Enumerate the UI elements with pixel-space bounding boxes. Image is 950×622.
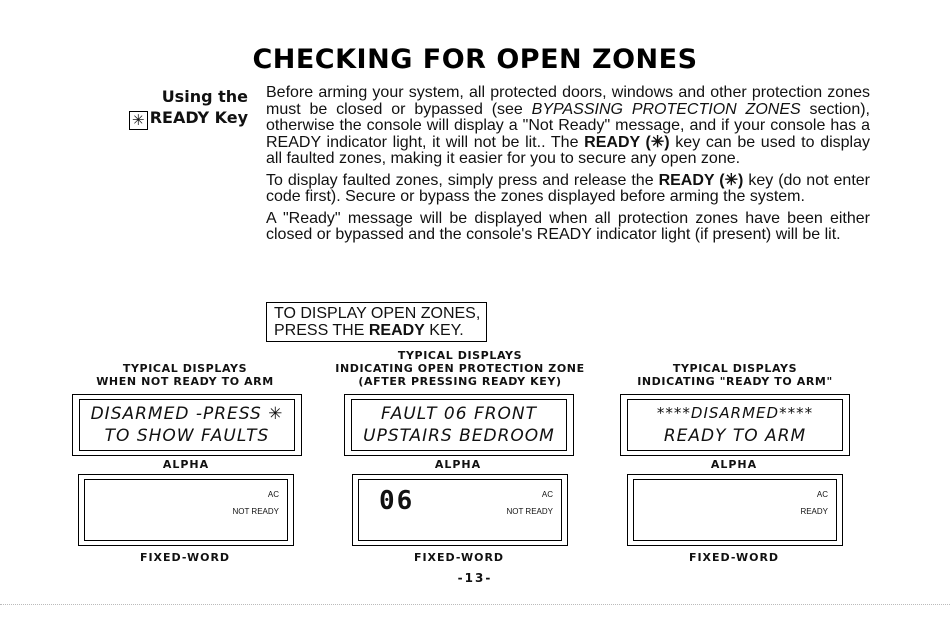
paragraph-3: A "Ready" message will be displayed when all protection zones have been either closed or bypassed and the console's READY indicator light (if present) will be lit. [266, 209, 870, 243]
column-1-alpha-display [72, 394, 302, 456]
ready-key-icon: ✳ [129, 111, 148, 130]
column-3-alpha-screen [627, 399, 843, 451]
callout-line2-b: KEY. [424, 322, 464, 339]
column-1-heading [75, 362, 295, 388]
page-title: CHECKING FOR OPEN ZONES [252, 44, 698, 75]
column-1-fixed-display [78, 474, 294, 546]
column-2-heading-line3: (AFTER PRESSING READY KEY) [358, 375, 562, 388]
column-2-ac-indicator: AC [541, 490, 553, 499]
scan-divider [0, 604, 950, 605]
column-1-heading-line1: TYPICAL DISPLAYS [122, 362, 248, 375]
page-number: -13- [457, 571, 493, 585]
p1-ready-key: READY (✳) [584, 133, 670, 151]
callout-line1: TO DISPLAY OPEN ZONES, [274, 305, 481, 322]
column-2-fixed-display [352, 474, 568, 546]
column-3-heading-line2: INDICATING "READY TO ARM" [637, 375, 833, 388]
side-heading-line2 [100, 107, 248, 130]
column-2-zone-number: 06 [379, 486, 415, 516]
column-2-alpha-line1: FAULT 06 FRONT [380, 404, 538, 424]
column-1-heading-line2: WHEN NOT READY TO ARM [96, 375, 274, 388]
p2-text-a: To display faulted zones, simply press and release the [266, 171, 659, 189]
p2-text-b: key (do not enter code first). Secure or bypass the zones displayed before arming the system. [266, 171, 870, 205]
column-1-alpha-line1: DISARMED -PRESS ✳ [90, 404, 284, 424]
callout-ready-key: READY [368, 322, 425, 339]
column-1-fixed-label: FIXED-WORD [139, 551, 231, 564]
p1-reference: BYPASSING PROTECTION ZONES [531, 100, 801, 118]
side-heading-line2-text: READY Key [149, 108, 248, 127]
p2-ready-key: READY (✳) [658, 171, 744, 189]
column-3-heading [615, 362, 855, 388]
column-1-alpha-screen [79, 399, 295, 451]
column-2-heading-line2: INDICATING OPEN PROTECTION ZONE [335, 362, 585, 375]
column-3-status-indicator: READY [800, 507, 828, 516]
column-2-status-indicator: NOT READY [506, 507, 553, 516]
column-3-alpha-line2: READY TO ARM [663, 426, 807, 446]
column-3-fixed-display [627, 474, 843, 546]
side-heading-line1: Using the [161, 87, 248, 106]
body-text [266, 85, 870, 249]
side-heading [100, 86, 248, 130]
p1-text-a: Before arming your system, all protected doors, windows and other protection zones must be closed or bypassed (see [266, 84, 870, 118]
column-1-ac-indicator: AC [267, 490, 279, 499]
column-2-alpha-display [344, 394, 574, 456]
column-2-fixed-label: FIXED-WORD [413, 551, 505, 564]
column-1-status-indicator: NOT READY [232, 507, 279, 516]
column-3-ac-indicator: AC [816, 490, 828, 499]
callout-line2 [274, 322, 486, 339]
p1-text-c: key can be used to display all faulted zones, making it easier for you to secure any open zone. [266, 133, 870, 167]
column-3-alpha-line1: ****DISARMED**** [656, 404, 814, 422]
column-1-alpha-label: ALPHA [162, 458, 210, 471]
column-1-alpha-line2: TO SHOW FAULTS [104, 426, 270, 446]
column-2-fixed-screen [358, 479, 562, 541]
p1-text-b: section), otherwise the console will display a "Not Ready" message, and if your console has a READY indicator light, it will not be lit.. The [266, 100, 870, 151]
column-3-fixed-label: FIXED-WORD [688, 551, 780, 564]
column-2-alpha-screen [351, 399, 567, 451]
column-3-heading-line1: TYPICAL DISPLAYS [672, 362, 798, 375]
column-3-alpha-label: ALPHA [710, 458, 758, 471]
column-2-alpha-label: ALPHA [434, 458, 482, 471]
paragraph-1 [266, 85, 870, 168]
column-3-fixed-screen [633, 479, 837, 541]
paragraph-2 [266, 173, 870, 206]
callout-line2-a: PRESS THE [274, 322, 369, 339]
column-3-alpha-display [620, 394, 850, 456]
column-1-fixed-screen [84, 479, 288, 541]
callout-box [266, 302, 487, 342]
column-2-alpha-line2: UPSTAIRS BEDROOM [363, 426, 555, 446]
column-2-heading-line1: TYPICAL DISPLAYS [397, 349, 523, 362]
column-2-heading [320, 349, 600, 388]
